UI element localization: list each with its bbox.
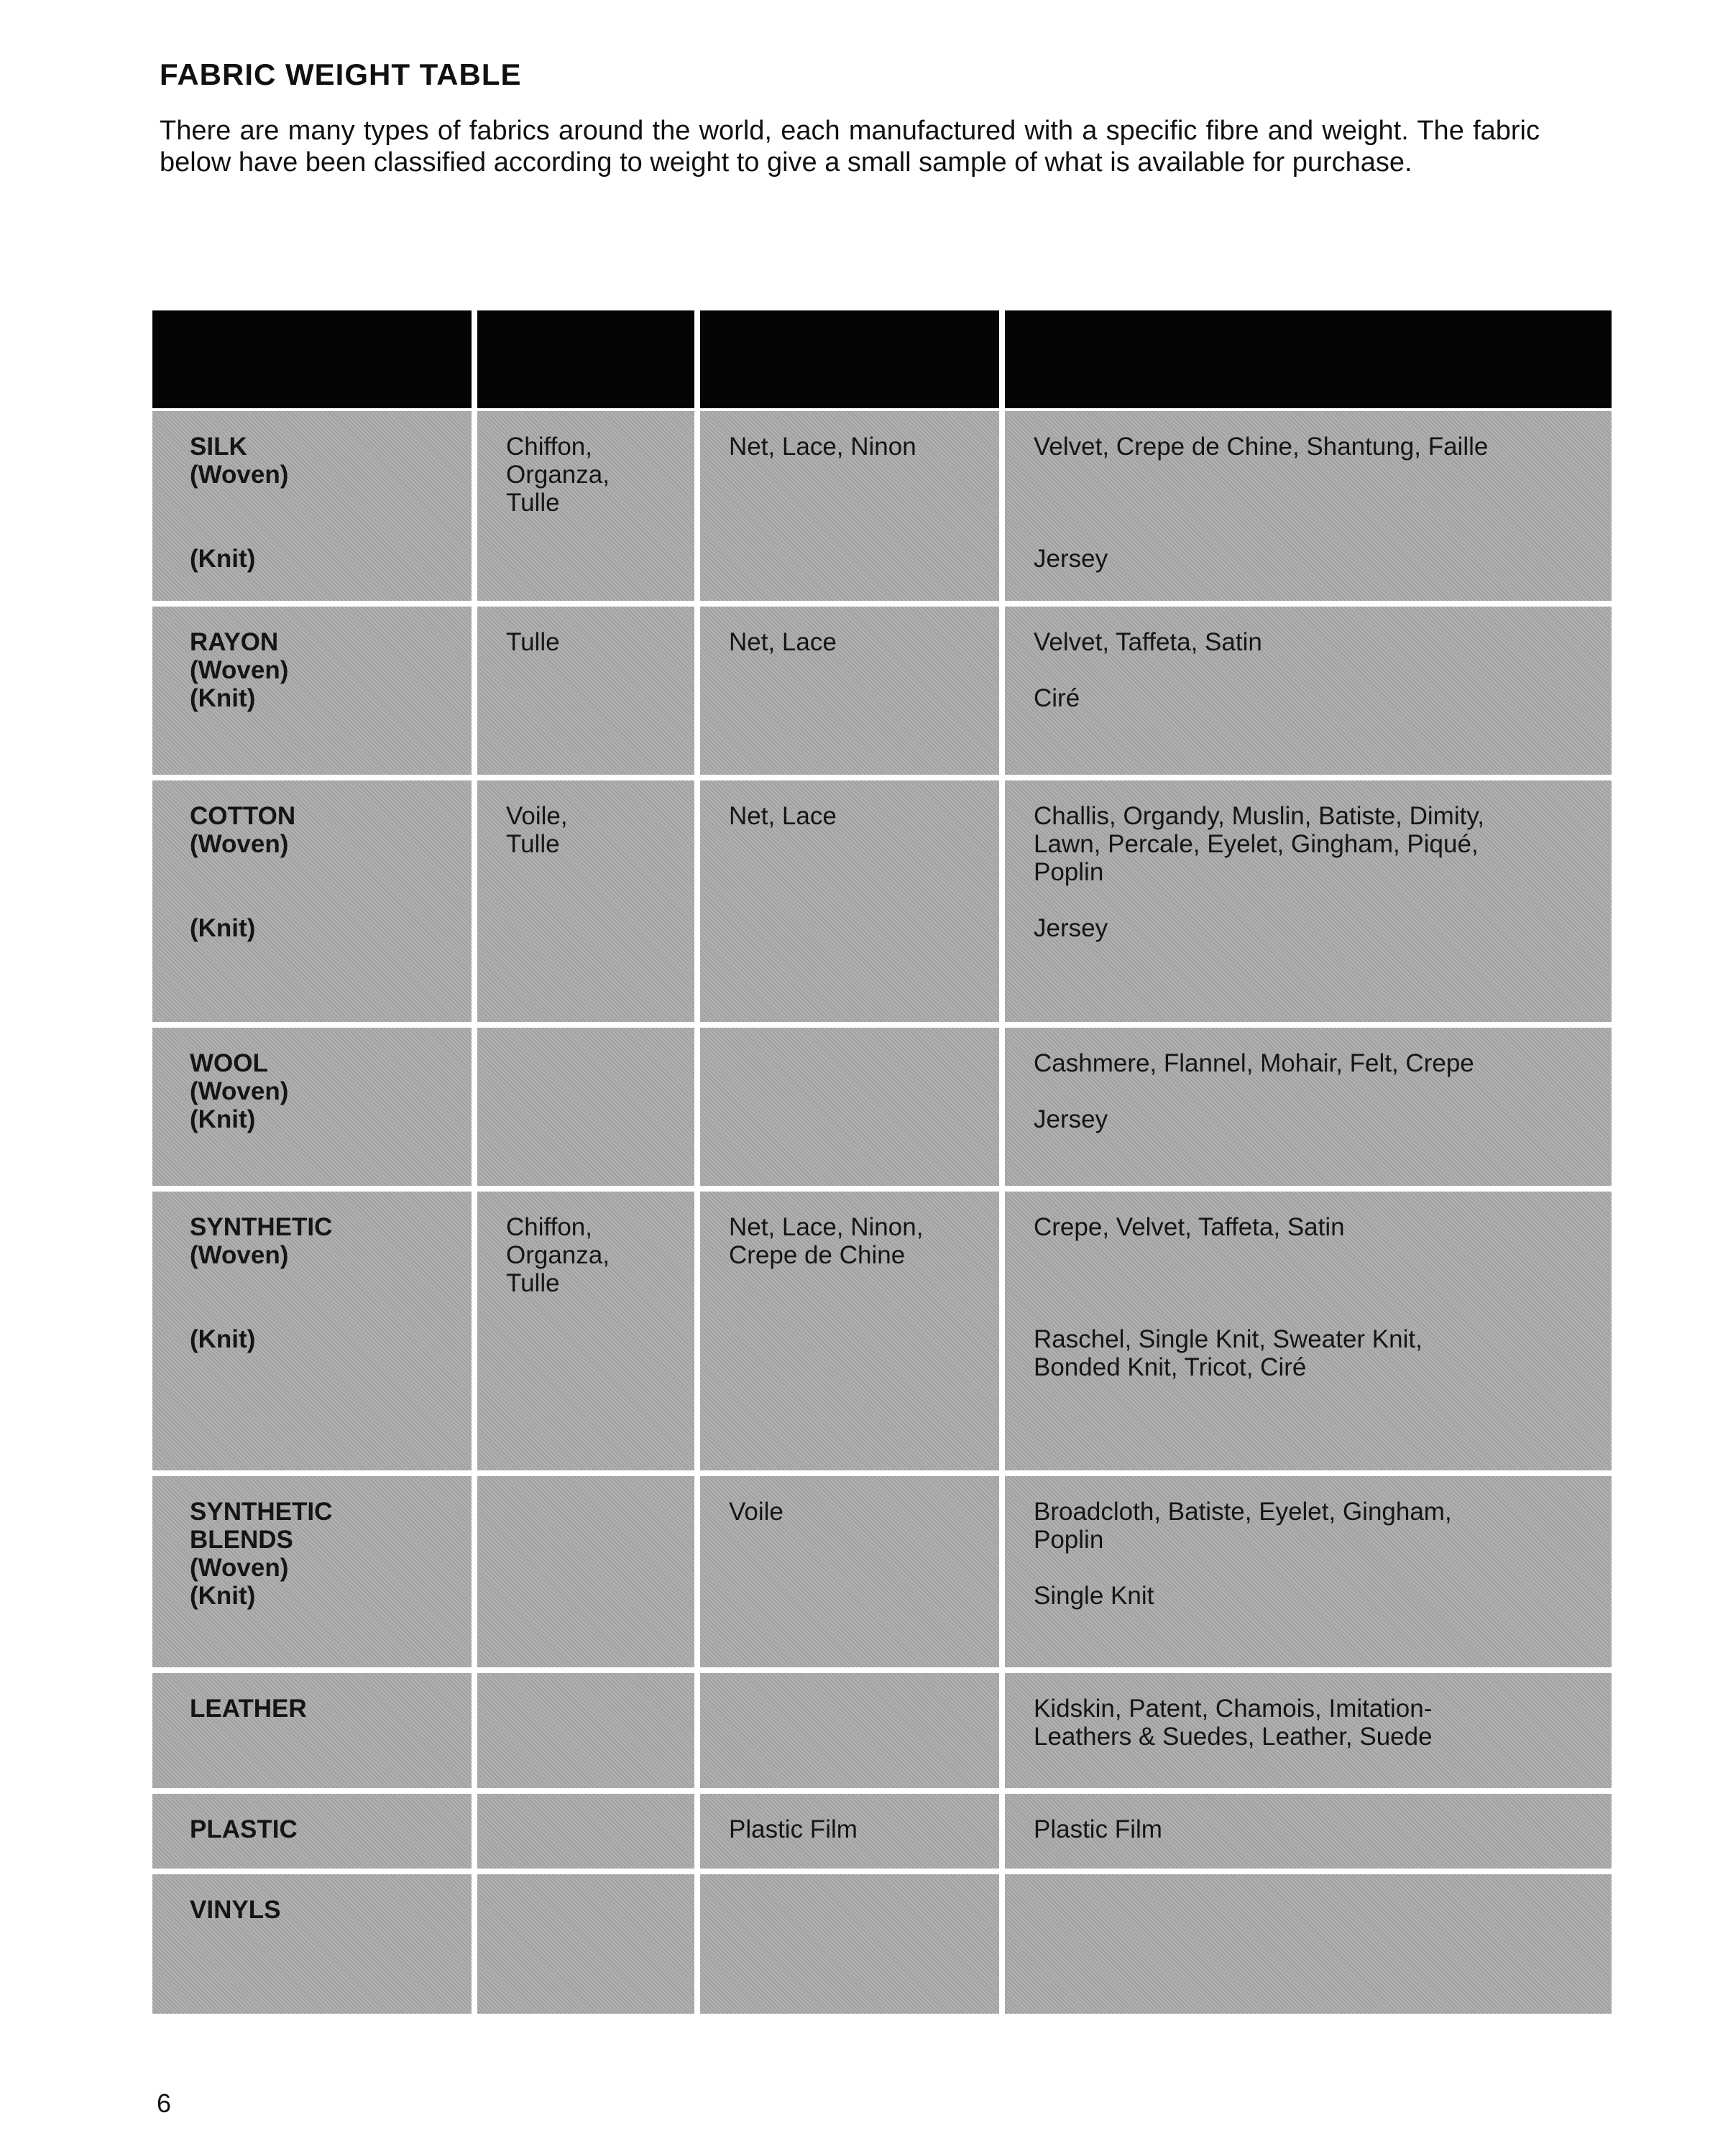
woven-label: (Woven)	[190, 656, 289, 684]
fabric-name: VINYLS	[190, 1896, 281, 1924]
sheer-weight-cell	[477, 1476, 694, 1667]
fabric-cell	[152, 1192, 472, 1470]
fabric-entry-knit: Jersey	[1034, 1105, 1108, 1133]
fabric-entry: Plastic Film	[1034, 1815, 1162, 1843]
fabric-entry: Poplin	[1034, 1526, 1104, 1554]
sheer-weight-cell	[477, 411, 694, 601]
fabric-cell	[152, 1028, 472, 1186]
knit-label: (Knit)	[190, 914, 256, 942]
fabric-entry-knit: Raschel, Single Knit, Sweater Knit,	[1034, 1325, 1423, 1353]
light-weight-cell	[700, 1874, 999, 2014]
fabric-entry-knit: Single Knit	[1034, 1582, 1154, 1610]
fabric-entry: Organza,	[506, 461, 610, 489]
sheer-weight-cell	[477, 1874, 694, 2014]
fabric-cell	[152, 1874, 472, 2014]
knit-label: (Knit)	[190, 1105, 256, 1133]
fabric-entry-knit: Bonded Knit, Tricot, Ciré	[1034, 1353, 1307, 1381]
fabric-entry: Challis, Organdy, Muslin, Batiste, Dimity,	[1034, 802, 1484, 830]
fabric-entry: Chiffon,	[506, 1213, 592, 1241]
woven-label: (Woven)	[190, 461, 289, 489]
header-cell-col1	[477, 310, 694, 408]
fabric-entry-knit: Jersey	[1034, 545, 1108, 573]
fabric-entry: Cashmere, Flannel, Mohair, Felt, Crepe	[1034, 1049, 1474, 1077]
woven-label: (Woven)	[190, 830, 289, 858]
sheer-weight-cell	[477, 607, 694, 775]
fabric-name: SILK	[190, 433, 247, 461]
fabric-entry: Tulle	[506, 628, 560, 656]
woven-label: (Woven)	[190, 1554, 289, 1582]
light-weight-cell	[700, 1794, 999, 1869]
fabric-entry: Net, Lace	[729, 628, 837, 656]
fabric-entry: Chiffon,	[506, 433, 592, 461]
fabric-entry: Velvet, Crepe de Chine, Shantung, Faille	[1034, 433, 1489, 461]
fabric-entry: Lawn, Percale, Eyelet, Gingham, Piqué,	[1034, 830, 1479, 858]
fabric-entry: Poplin	[1034, 858, 1104, 886]
fabric-entry: Kidskin, Patent, Chamois, Imitation-	[1034, 1695, 1433, 1723]
fabric-entry: Crepe, Velvet, Taffeta, Satin	[1034, 1213, 1345, 1241]
fabric-name: COTTON	[190, 802, 296, 830]
woven-label: (Woven)	[190, 1077, 289, 1105]
woven-label: (Woven)	[190, 1241, 289, 1269]
fabric-entry: Plastic Film	[729, 1815, 858, 1843]
fabric-cell	[152, 1476, 472, 1667]
light-weight-cell	[700, 1476, 999, 1667]
medium-weight-cell	[1005, 1794, 1612, 1869]
fabric-entry: Broadcloth, Batiste, Eyelet, Gingham,	[1034, 1498, 1452, 1526]
fabric-entry: Tulle	[506, 489, 560, 517]
fabric-entry: Net, Lace, Ninon	[729, 433, 916, 461]
medium-weight-cell	[1005, 1192, 1612, 1470]
header-cell-fabric	[152, 310, 472, 408]
fabric-name: PLASTIC	[190, 1815, 298, 1843]
fabric-entry: Voile,	[506, 802, 568, 830]
fabric-cell	[152, 1673, 472, 1788]
fabric-entry: Leathers & Suedes, Leather, Suede	[1034, 1723, 1433, 1751]
medium-weight-cell	[1005, 607, 1612, 775]
medium-weight-cell	[1005, 1028, 1612, 1186]
header-cell-col3	[1005, 310, 1612, 408]
fabric-entry-knit: Ciré	[1034, 684, 1080, 712]
fabric-name-line2: BLENDS	[190, 1526, 293, 1554]
fabric-name: SYNTHETIC	[190, 1213, 333, 1241]
sheer-weight-cell	[477, 1192, 694, 1470]
fabric-name: SYNTHETIC	[190, 1498, 333, 1526]
light-weight-cell	[700, 411, 999, 601]
fabric-entry: Net, Lace, Ninon,	[729, 1213, 924, 1241]
sheer-weight-cell	[477, 1794, 694, 1869]
light-weight-cell	[700, 607, 999, 775]
fabric-entry: Voile	[729, 1498, 783, 1526]
medium-weight-cell	[1005, 1874, 1612, 2014]
fabric-entry: Crepe de Chine	[729, 1241, 906, 1269]
fabric-cell	[152, 607, 472, 775]
header-cell-col2	[700, 310, 999, 408]
page-number: 6	[157, 2088, 172, 2118]
fabric-entry: Net, Lace	[729, 802, 837, 830]
light-weight-cell	[700, 1673, 999, 1788]
medium-weight-cell	[1005, 780, 1612, 1022]
medium-weight-cell	[1005, 1476, 1612, 1667]
knit-label: (Knit)	[190, 684, 256, 712]
fabric-entry: Velvet, Taffeta, Satin	[1034, 628, 1262, 656]
fabric-entry-knit: Jersey	[1034, 914, 1108, 942]
fabric-entry: Tulle	[506, 830, 560, 858]
fabric-name: LEATHER	[190, 1695, 307, 1723]
light-weight-cell	[700, 1028, 999, 1186]
light-weight-cell	[700, 1192, 999, 1470]
fabric-name: WOOL	[190, 1049, 268, 1077]
fabric-name: RAYON	[190, 628, 279, 656]
medium-weight-cell	[1005, 411, 1612, 601]
fabric-entry: Tulle	[506, 1269, 560, 1297]
light-weight-cell	[700, 780, 999, 1022]
knit-label: (Knit)	[190, 1325, 256, 1353]
fabric-cell	[152, 1794, 472, 1869]
sheer-weight-cell	[477, 1028, 694, 1186]
sheer-weight-cell	[477, 780, 694, 1022]
page-title: FABRIC WEIGHT TABLE	[160, 57, 522, 91]
fabric-cell	[152, 780, 472, 1022]
knit-label: (Knit)	[190, 1582, 256, 1610]
sheer-weight-cell	[477, 1673, 694, 1788]
knit-label: (Knit)	[190, 545, 256, 573]
intro-paragraph: There are many types of fabrics around the world, each manufactured with a specific fibre and weight. The fabric below have been classified according to weight to give a small sample of what is available for purchase.	[160, 116, 1540, 178]
fabric-cell	[152, 411, 472, 601]
fabric-entry: Organza,	[506, 1241, 610, 1269]
medium-weight-cell	[1005, 1673, 1612, 1788]
